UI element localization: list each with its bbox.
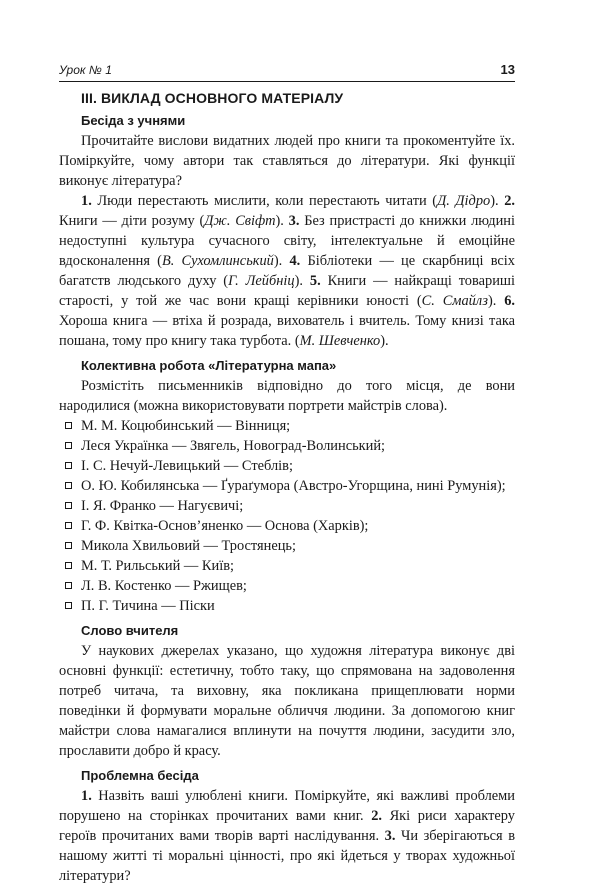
square-bullet-icon	[65, 582, 72, 589]
list-item: Г. Ф. Квітка-Основ’яненко — Основа (Харків);	[63, 516, 515, 536]
quote: 2. Книги — діти розуму (Дж. Свіфт).	[59, 193, 516, 229]
list-item: Микола Хвильовий — Тростянець;	[63, 536, 515, 556]
list-item: І. Я. Франко — Нагуєвичі;	[63, 496, 515, 516]
list-item: П. Г. Тичина — Піски	[63, 596, 515, 616]
quote: 5. Книги — найкращі товариші старості, у той же час вони кращі керівники юності (С. Смайлз).	[59, 273, 515, 309]
question: 2. Які риси характеру героїв прочитаних вами творів варті наслідування.	[59, 808, 515, 844]
teacher-word-heading: Слово вчителя	[81, 623, 179, 638]
list-item: М. Т. Рильський — Київ;	[63, 556, 515, 576]
quote: 6. Хороша книга — втіха й розрада, вихователь і вчитель. Тому книзі така пошана, тому про книгу така турбота. (М. Шевченко).	[59, 293, 515, 349]
list-item: І. С. Нечуй-Левицький — Стеблів;	[63, 456, 515, 476]
list-item: Леся Українка — Звягель, Новоград-Волинський;	[63, 436, 515, 456]
problem-talk-heading: Проблемна бесіда	[81, 768, 199, 783]
square-bullet-icon	[65, 482, 72, 489]
square-bullet-icon	[65, 542, 72, 549]
literary-map-intro: Розмістіть письменників відповідно до того місця, де вони народилися (можна використовувати портрети майстрів слова).	[59, 378, 515, 414]
list-item: М. М. Коцюбинський — Вінниця;	[63, 416, 515, 436]
quote: 4. Бібліотеки — це скарбниці всіх багатств людського духу (Г. Лейбніц).	[59, 253, 515, 289]
quotes-paragraph	[59, 191, 515, 351]
square-bullet-icon	[65, 602, 72, 609]
square-bullet-icon	[65, 462, 72, 469]
writers-list	[59, 416, 515, 616]
lesson-label: Урок № 1	[59, 63, 112, 77]
section-title: III. ВИКЛАД ОСНОВНОГО МАТЕРІАЛУ	[81, 90, 344, 106]
list-item: О. Ю. Кобилянська — Ґураґумора (Австро-Угорщина, нині Румунія);	[63, 476, 515, 496]
problem-questions	[59, 786, 515, 886]
square-bullet-icon	[65, 422, 72, 429]
square-bullet-icon	[65, 522, 72, 529]
question: 1. Назвіть ваші улюблені книги. Поміркуйте, які важливі проблеми порушено на сторінках прочитаних вами книг.	[59, 788, 515, 824]
square-bullet-icon	[65, 442, 72, 449]
quote: 1. Люди перестають мислити, коли перестають читати (Д. Дідро).	[81, 193, 499, 209]
running-header	[59, 62, 515, 82]
square-bullet-icon	[65, 562, 72, 569]
page-number: 13	[500, 62, 515, 77]
question: 3. Чи зберігаються в нашому житті ті моральні цінності, про які йдеться у творах художньої літератури?	[59, 828, 516, 884]
teacher-word-text: У наукових джерелах указано, що художня література виконує дві основні функції: естетичну, тобто таку, що спрямована на задоволення потреб читача, та виховну, яка покликана прищеплювати норми поведінки й формувати моральне обличчя людини. За допомогою книг майстри слова намагалися вплинути на почуття людини, засудити зло, прославити добро й красу.	[59, 643, 515, 759]
quote: 3. Без пристрасті до книжки людині недоступні культура сучасного світу, інтелектуальне й емоційне вдосконалення (В. Сухомлинський).	[59, 213, 516, 269]
conversation-intro: Прочитайте вислови видатних людей про книги та прокоментуйте їх. Поміркуйте, чому автори так ставляться до літератури. Які функції виконує література?	[59, 133, 515, 189]
list-item: Л. В. Костенко — Ржищев;	[63, 576, 515, 596]
square-bullet-icon	[65, 502, 72, 509]
literary-map-heading: Колективна робота «Літературна мапа»	[81, 358, 337, 373]
conversation-heading: Бесіда з учнями	[81, 113, 186, 128]
